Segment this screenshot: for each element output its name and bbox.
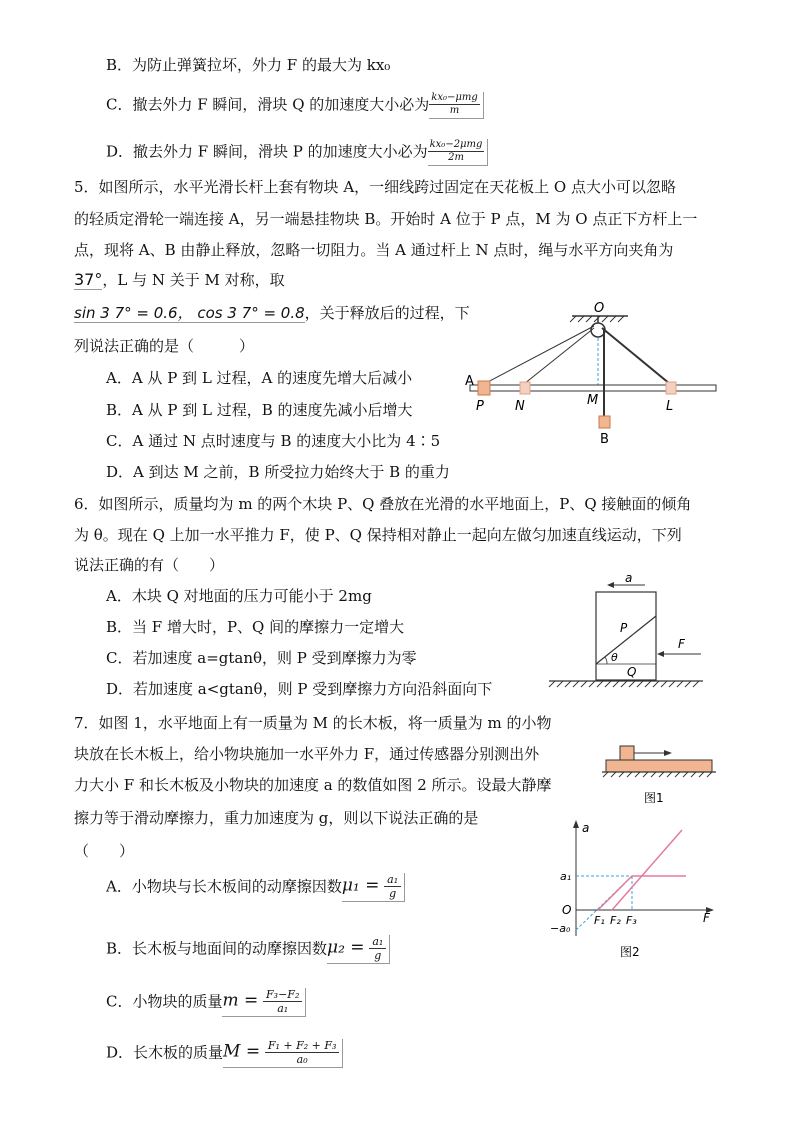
ground-hatch	[549, 681, 699, 687]
label-l: L	[666, 399, 674, 414]
q7-a-lhs: μ₁ =	[341, 875, 380, 896]
q7-d-numerator: F₁ + F₂ + F₃	[265, 1039, 340, 1053]
q7-option-b	[106, 935, 390, 964]
label-a: A	[465, 374, 474, 389]
q5-option-a: A．A 从 P 到 L 过程，A 的速度先增大后减小	[106, 369, 413, 387]
q7-option-a-formula	[342, 873, 405, 902]
horizontal-rod	[470, 385, 716, 391]
fig1-caption: 图1	[644, 791, 664, 805]
q7-stem-line2: 块放在长木板上，给小物块施加一水平外力 F，通过传感器分别测出外	[74, 745, 540, 763]
q5-pulley-figure	[460, 298, 720, 448]
label-f2: F₂	[610, 914, 621, 927]
q6-stem-line3: 说法正确的有（ ）	[74, 556, 225, 574]
q6-stem-line2: 为 θ。现在 Q 上加一水平推力 F，使 P、Q 保持相对静止一起向左做匀加速直线运动，下列	[74, 526, 682, 544]
q7-b-lhs: μ₂ =	[327, 937, 365, 958]
label-a-axis: a	[582, 821, 590, 835]
label-f-axis: F	[703, 911, 710, 925]
q5-angle: 37°	[74, 270, 103, 289]
q7-b-denominator: g	[374, 949, 382, 962]
force-arrowhead	[664, 750, 672, 756]
q4-c-denominator: m	[449, 105, 460, 116]
q5-stem-line1: 5．如图所示，水平光滑长杆上套有物块 A，一细线跨过固定在天花板上 O 点大小可以忽略	[74, 178, 676, 196]
q6-stem-line1: 6．如图所示，质量均为 m 的两个木块 P、Q 叠放在光滑的水平地面上，P、Q 接触面的倾角	[74, 495, 692, 513]
q5-option-b: B．A 从 P 到 L 过程，B 的速度先减小后增大	[106, 401, 413, 419]
q7-figure2	[548, 818, 720, 968]
q7-a-denominator: g	[389, 887, 397, 900]
label-n: N	[515, 399, 525, 414]
q4-option-c-text: C．撤去外力 F 瞬间，滑块 Q 的加速度大小必为	[106, 95, 430, 114]
q6-option-d: D．若加速度 a<gtanθ，则 P 受到摩擦力方向沿斜面向下	[106, 680, 493, 698]
q4-d-numerator: kx₀−2μmg	[429, 139, 483, 150]
q7-option-d	[106, 1039, 343, 1068]
q5-trig-values: sin 3 7° = 0.6， cos 3 7° = 0.8	[74, 304, 305, 322]
q6-option-c: C．若加速度 a=gtanθ，则 P 受到摩擦力为零	[106, 649, 417, 667]
q7-option-a-text: A．小物块与长木板间的动摩擦因数	[106, 877, 342, 896]
string-to-l	[602, 328, 670, 384]
q7-d-lhs: M =	[223, 1041, 261, 1062]
q5-stem-line5	[74, 303, 470, 323]
q4-option-c	[106, 92, 484, 119]
block-q-outline	[596, 592, 656, 680]
label-theta: θ	[611, 651, 618, 664]
q5-stem-line4b: ，L 与 N 关于 M 对称，取	[102, 271, 285, 289]
q7-option-b-formula	[327, 935, 390, 964]
q7-d-denominator: a₀	[296, 1053, 308, 1066]
label-neg-a0: −a₀	[550, 922, 571, 935]
y-axis-arrow	[573, 820, 579, 828]
q7-b-numerator: a₁	[369, 935, 386, 949]
label-origin: O	[562, 903, 572, 917]
block-ghost-n	[520, 382, 530, 394]
label-o: O	[594, 301, 605, 316]
q7-c-lhs: m =	[222, 990, 259, 1011]
acc-arrowhead	[607, 582, 614, 588]
label-f: F	[678, 637, 685, 651]
label-m: M	[587, 393, 599, 408]
q5-option-c: C．A 通过 N 点时速度与 B 的速度大小比为 4∶5	[106, 432, 441, 450]
q4-option-c-formula	[429, 92, 483, 119]
q7-c-numerator: F₃−F₂	[263, 988, 302, 1002]
q7-option-a	[106, 873, 405, 902]
q6-option-b: B．当 F 增大时，P、Q 间的摩擦力一定增大	[106, 618, 405, 636]
label-q: Q	[627, 665, 637, 679]
q7-figure1	[600, 738, 720, 808]
label-f1: F₁	[594, 914, 605, 927]
q7-option-c	[106, 988, 306, 1017]
q4-option-d	[106, 139, 488, 166]
label-acc: a	[625, 571, 633, 585]
q7-option-b-text: B．长木板与地面间的动摩擦因数	[106, 939, 328, 958]
q7-stem-line4: 擦力等于滑动摩擦力，重力加速度为 g，则以下说法正确的是	[74, 809, 479, 827]
q6-option-a: A．木块 Q 对地面的压力可能小于 2mg	[106, 587, 372, 605]
string-to-n	[524, 328, 594, 384]
label-f3: F₃	[626, 914, 637, 927]
label-a1: a₁	[560, 870, 572, 883]
q4-option-d-text: D．撤去外力 F 瞬间，滑块 P 的加速度大小必为	[106, 142, 428, 161]
small-block	[620, 746, 634, 760]
q7-stem-line1: 7．如图 1，水平地面上有一质量为 M 的长木板，将一质量为 m 的小物	[74, 714, 552, 732]
label-p: P	[476, 399, 484, 414]
ground-hatch	[603, 772, 712, 777]
q4-d-denominator: 2m	[448, 152, 464, 163]
q7-a-numerator: a₁	[384, 873, 401, 887]
q4-option-b: B．为防止弹簧拉坏，外力 F 的最大为 kx₀	[106, 56, 391, 74]
q7-option-c-text: C．小物块的质量	[106, 992, 223, 1011]
q7-option-d-formula	[223, 1039, 343, 1068]
block-a	[478, 381, 490, 395]
q5-stem-line6: 列说法正确的是（ ）	[74, 337, 255, 355]
q7-option-c-formula	[222, 988, 306, 1017]
block-ghost-l	[666, 382, 676, 394]
q7-option-d-text: D．长木板的质量	[106, 1043, 224, 1062]
ceiling-hatch	[570, 316, 624, 322]
fig2-caption: 图2	[620, 945, 640, 959]
block-b	[599, 416, 610, 428]
q4-option-d-formula	[428, 139, 489, 166]
q5-stem-line4	[74, 270, 285, 290]
q7-stem-line5: （ ）	[74, 842, 135, 860]
string-to-a	[484, 326, 594, 384]
q7-c-denominator: a₁	[277, 1002, 289, 1015]
q7-stem-line3: 力大小 F 和长木板及小物块的加速度 a 的数值如图 2 所示。设最大静摩	[74, 776, 552, 794]
long-board	[606, 760, 712, 772]
force-arrowhead	[657, 651, 664, 657]
q5-stem-line3: 点，现将 A、B 由静止释放，忽略一切阻力。当 A 通过杆上 N 点时，绳与水平方向夹角为	[74, 241, 674, 259]
q5-option-d: D．A 到达 M 之前，B 所受拉力始终大于 B 的重力	[106, 463, 450, 481]
q6-wedge-figure	[545, 568, 705, 693]
label-b: B	[600, 432, 609, 447]
q5-stem-line2: 的轻质定滑轮一端连接 A，另一端悬挂物块 B。开始时 A 位于 P 点，M 为 O 点正下方杆上一	[74, 210, 698, 228]
label-p: P	[620, 621, 628, 635]
q5-stem-line5b: ，关于释放后的过程，下	[304, 304, 470, 322]
block-line	[612, 830, 682, 910]
q4-c-numerator: kx₀−μmg	[431, 92, 478, 103]
